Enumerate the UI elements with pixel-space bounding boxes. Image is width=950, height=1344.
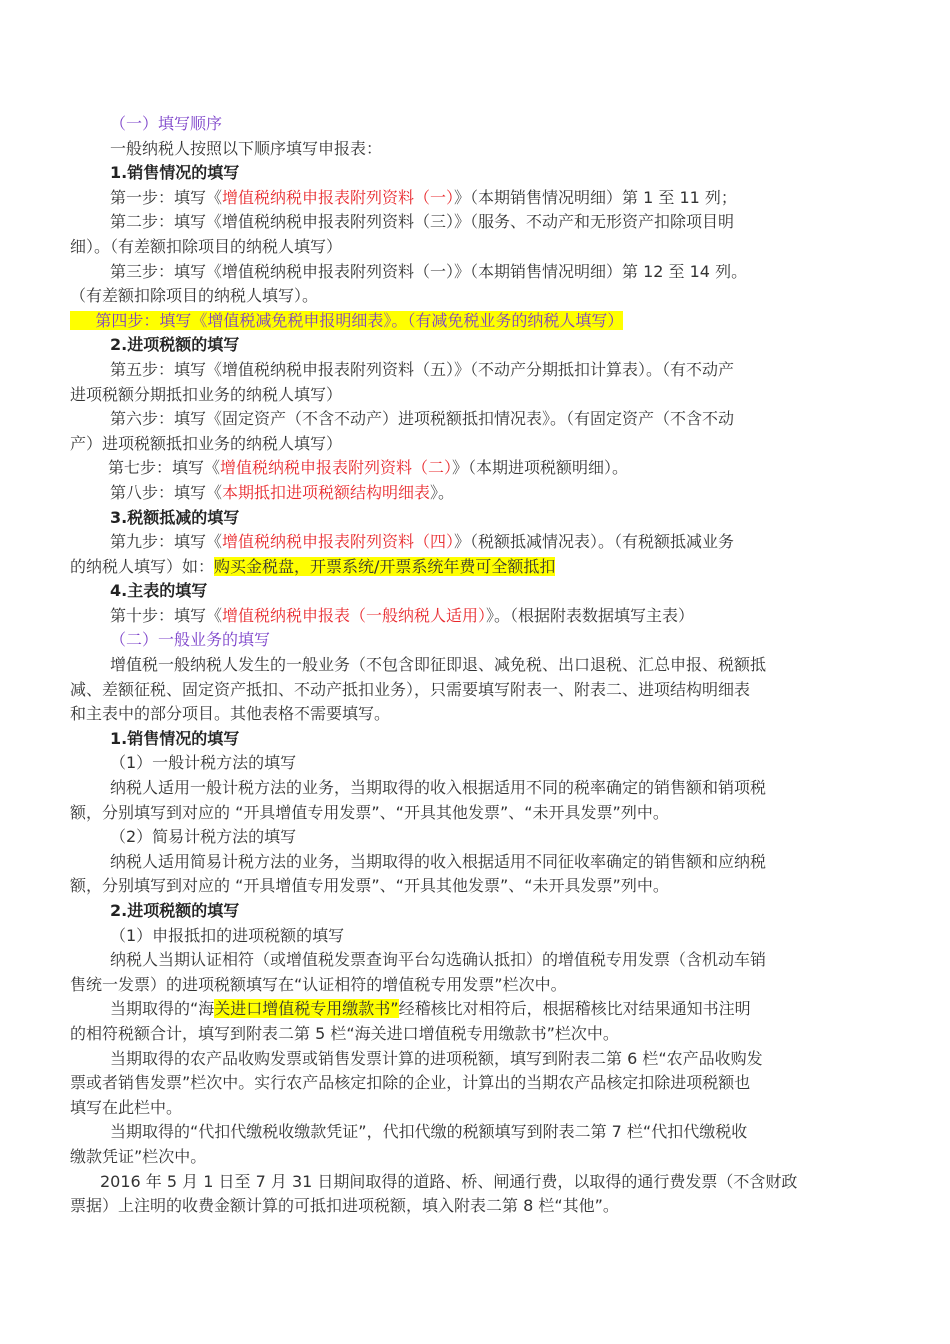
text-line [70,1145,866,1170]
text-line [70,850,866,875]
text-segment: 》（本期销售情况明细）第 1 至 11 列； [454,187,737,207]
text-line [70,432,866,457]
text-line [70,530,866,555]
text-segment: 第六步：填写《固定资产（不含不动产）进项税额抵扣情况表》。（有固定资产（不含不动 [110,409,735,429]
text-segment: 一般纳税人按照以下顺序填写申报表： [110,138,383,158]
text-segment: （有差额扣除项目的纳税人填写）。 [70,286,319,306]
text-line [70,284,866,309]
text-segment: 填写在此栏中。 [70,1097,183,1117]
text-segment: 产）进项税额抵扣业务的纳税人填写） [70,433,343,453]
text-segment: 减、差额征税、固定资产抵扣、不动产抵扣业务），只需要填写附表一、附表二、进项结构明细表 [70,679,751,699]
text-segment: 纳税人当期认证相符（或增值税发票查询平台勾选确认抵扣）的增值税专用发票（含机动车销 [110,950,767,970]
text-segment: 第三步：填写《增值税纳税申报表附列资料（一）》（本期销售情况明细）第 12 至 14 列。 [110,261,748,281]
text-segment: 第八步：填写《 [110,482,223,502]
text-line [70,1120,866,1145]
text-line [70,260,866,285]
text-segment: 》。 [430,482,455,502]
subsection-heading: 3.税额抵减的填写 [110,507,240,527]
text-line [70,506,866,531]
text-line [70,456,866,481]
text-line [70,948,866,973]
form-name: 增值税纳税申报表附列资料（二） [220,458,453,478]
form-name: 增值税纳税申报表附列资料（四） [222,532,455,552]
highlighted-text: 第四步：填写《增值税减免税申报明细表》。（有减免税业务的纳税人填写） [70,310,624,330]
text-line [70,997,866,1022]
text-segment: 的纳税人填写）如： [70,556,215,576]
text-segment: 第一步：填写《 [110,187,223,207]
text-segment: 额，分别填写到对应的 “开具增值专用发票”、“开具其他发票”、“未开具发票”列中。 [70,876,669,896]
text-segment: 第七步：填写《 [108,458,221,478]
text-segment: 增值税一般纳税人发生的一般业务（不包含即征即退、减免税、出口退税、汇总申报、税额抵 [110,655,767,675]
text-line [70,579,866,604]
text-segment: 和主表中的部分项目。其他表格不需要填写。 [70,704,391,724]
form-name: 本期抵扣进项税额结构明细表 [222,482,431,502]
text-segment: 》（税额抵减情况表）。（有税额抵减业务 [454,532,735,552]
text-segment: 2016 年 5 月 1 日至 7 月 31 日期间取得的道路、桥、闸通行费，以取得的通行费发票（不含财政 [100,1171,798,1191]
text-segment: 票或者销售发票”栏次中。实行农产品核定扣除的企业，计算出的当期农产品核定扣除进项税额也 [70,1073,751,1093]
text-line [70,112,866,137]
section-heading: （二）一般业务的填写 [110,630,271,650]
document-body [70,112,866,1219]
subsection-heading: 4.主表的填写 [110,581,208,601]
text-line [70,309,866,334]
text-segment: 细）。（有差额扣除项目的纳税人填写） [70,236,343,256]
text-segment: 进项税额分期抵扣业务的纳税人填写） [70,384,343,404]
text-line [70,1170,866,1195]
text-line [70,1022,866,1047]
text-line [70,481,866,506]
text-line [70,333,866,358]
text-line [70,899,866,924]
subsection-heading: 2.进项税额的填写 [110,901,240,920]
text-segment: （1）申报抵扣的进项税额的填写 [110,925,345,945]
text-segment: 售统一发票）的进项税额填写在“认证相符的增值税专用发票”栏次中。 [70,974,567,994]
text-line [70,702,866,727]
text-line [70,604,866,629]
text-line [70,235,866,260]
text-segment: 第二步：填写《增值税纳税申报表附列资料（三）》（服务、不动产和无形资产扣除项目明 [110,212,735,232]
text-segment: 纳税人适用简易计税方法的业务，当期取得的收入根据适用不同征收率确定的销售额和应纳税 [110,851,767,871]
text-line [70,186,866,211]
text-line [70,653,866,678]
text-segment: 》（本期进项税额明细）。 [452,458,629,478]
text-segment: 当期取得的“海 [110,999,215,1019]
text-line [70,874,866,899]
text-segment: 额，分别填写到对应的 “开具增值专用发票”、“开具其他发票”、“未开具发票”列中。 [70,802,669,822]
text-segment: 的相符税额合计，填写到附表二第 5 栏“海关进口增值税专用缴款书”栏次中。 [70,1023,619,1043]
text-segment: （2）简易计税方法的填写 [110,827,297,847]
highlighted-text: 关进口增值税专用缴款书” [214,999,399,1019]
text-line [70,210,866,235]
text-line [70,628,866,653]
section-heading: （一）填写顺序 [110,114,223,133]
text-line [70,1047,866,1072]
subsection-heading: 1.销售情况的填写 [110,163,240,183]
text-segment: 经稽核比对相符后，根据稽核比对结果通知书注明 [398,999,751,1019]
highlighted-text: 购买金税盘，开票系统/开票系统年费可全额抵扣 [214,556,556,576]
subsection-heading: 2.进项税额的填写 [110,335,240,355]
text-line [70,137,866,162]
text-line [70,751,866,776]
text-line [70,1071,866,1096]
text-segment: 票据）上注明的收费金额计算的可抵扣进项税额，填入附表二第 8 栏“其他”。 [70,1196,619,1216]
text-segment: 纳税人适用一般计税方法的业务，当期取得的收入根据适用不同的税率确定的销售额和销项税 [110,778,767,798]
text-segment: 当期取得的农产品收购发票或销售发票计算的进项税额，填写到附表二第 6 栏“农产品收购发 [110,1048,763,1068]
text-segment: 》。（根据附表数据填写主表） [486,605,695,625]
text-segment: （1）一般计税方法的填写 [110,753,297,773]
text-line [70,801,866,826]
text-line [70,555,866,580]
text-line [70,973,866,998]
text-line [70,1194,866,1219]
form-name: 增值税纳税申报表附列资料（一） [222,187,455,207]
text-line [70,161,866,186]
text-line [70,727,866,752]
text-segment: 第五步：填写《增值税纳税申报表附列资料（五）》（不动产分期抵扣计算表）。（有不动产 [110,359,735,379]
text-line [70,924,866,949]
text-line [70,825,866,850]
text-segment: 当期取得的“代扣代缴税收缴款凭证”，代扣代缴的税额填写到附表二第 7 栏“代扣代缴税收 [110,1122,748,1142]
text-segment: 缴款凭证”栏次中。 [70,1146,207,1166]
form-name: 增值税纳税申报表（一般纳税人适用） [222,605,487,625]
text-line [70,358,866,383]
text-line [70,383,866,408]
text-segment: 第十步：填写《 [110,605,223,625]
text-line [70,678,866,703]
subsection-heading: 1.销售情况的填写 [110,728,240,748]
text-line [70,776,866,801]
text-segment: 第九步：填写《 [110,532,223,552]
text-line [70,1096,866,1121]
text-line [70,407,866,432]
